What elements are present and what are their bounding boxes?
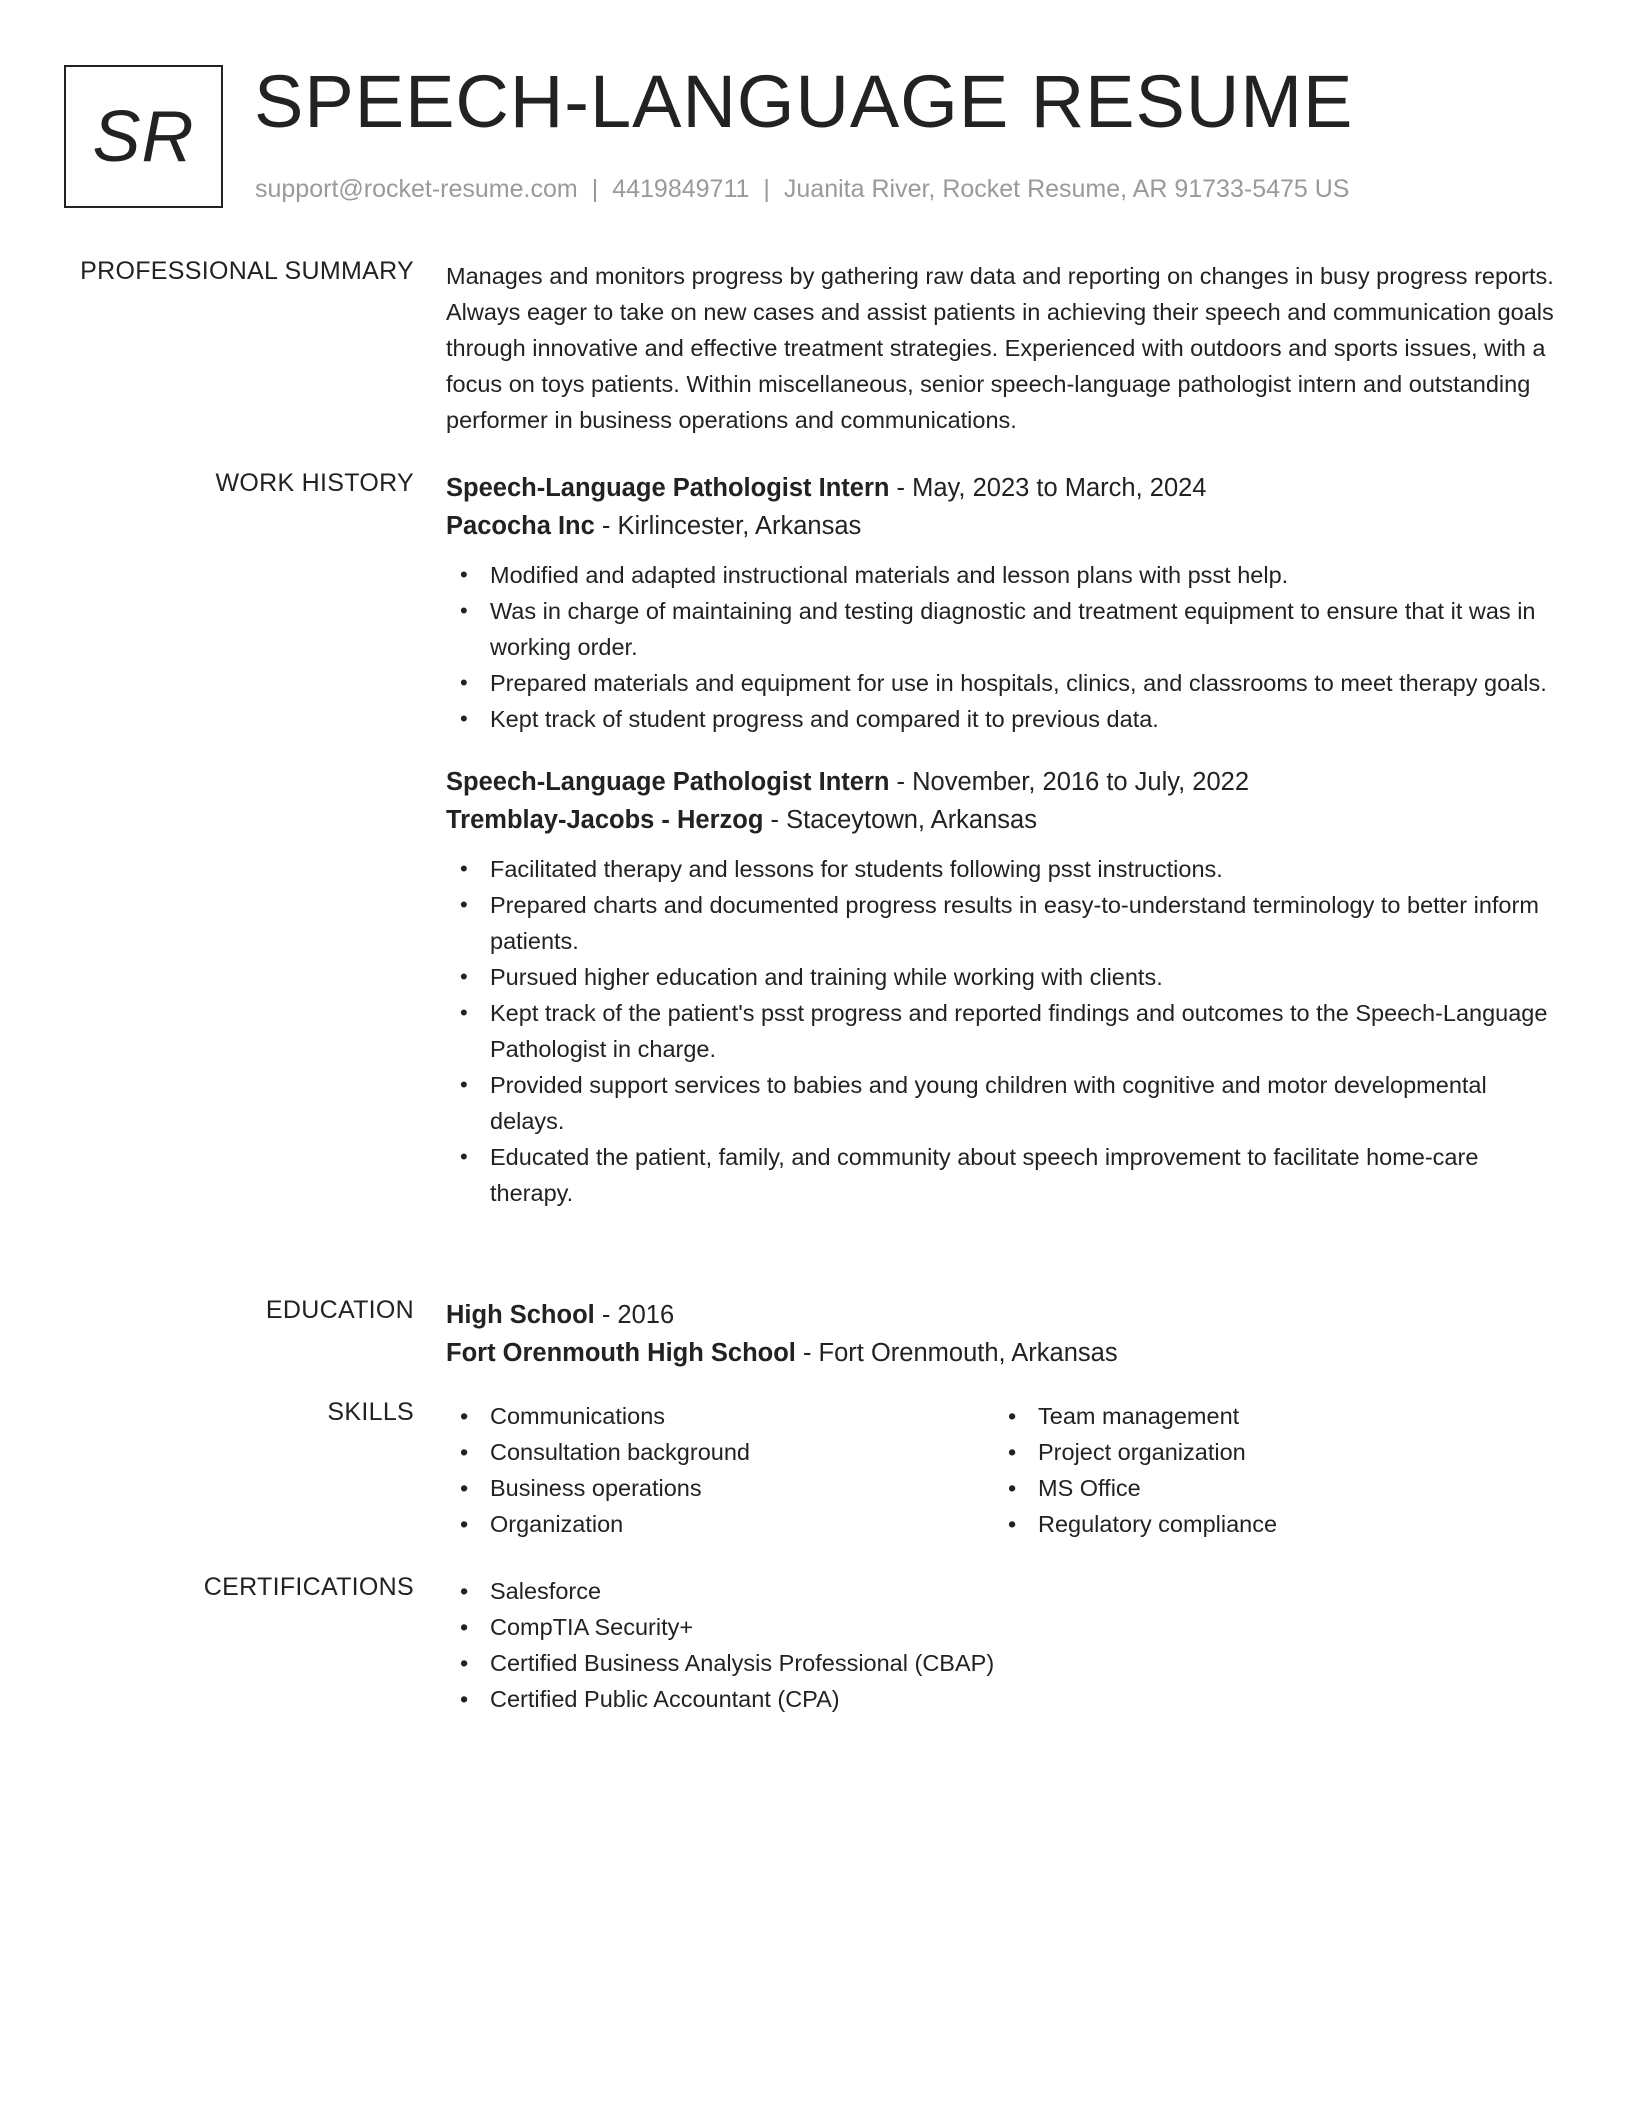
job-company-line xyxy=(446,507,1556,545)
job-dates: - May, 2023 to March, 2024 xyxy=(889,474,1207,502)
education-degree-line xyxy=(446,1296,1556,1334)
list-item: • Prepared materials and equipment for use in hospitals, clinics, and classrooms to meet therapy goals. xyxy=(446,665,1556,701)
contact-line xyxy=(255,175,1349,204)
section-label-summary: PROFESSIONAL SUMMARY xyxy=(80,257,414,285)
list-item: • Provided support services to babies and young children with cognitive and motor developmental delays. xyxy=(446,1067,1556,1139)
resume-title: SPEECH-LANGUAGE RESUME xyxy=(254,60,1354,143)
summary-text: Manages and monitors progress by gathering raw data and reporting on changes in busy progress reports. Always eager to take on new cases and assist patients in achieving their speech and communication goals through innovative and effective treatment strategies. Experienced with outdoors and sports issues, with a focus on toys patients. Within miscellaneous, senior speech-language pathologist intern and outstanding performer in business operations and communications. xyxy=(446,263,1554,433)
job-entry xyxy=(446,763,1556,1211)
skills-column-1 xyxy=(446,1398,994,1542)
education-school-line xyxy=(446,1334,1556,1372)
list-item: • Prepared charts and documented progress results in easy-to-understand terminology to better inform patients. xyxy=(446,887,1556,959)
job-company: Pacocha Inc xyxy=(446,512,595,540)
list-item: • CompTIA Security+ xyxy=(446,1609,1546,1645)
list-item: • Organization xyxy=(446,1506,994,1542)
list-item: • Consultation background xyxy=(446,1434,994,1470)
education-year: - 2016 xyxy=(594,1301,675,1329)
job-company-line xyxy=(446,801,1556,839)
job-title: Speech-Language Pathologist Intern xyxy=(446,474,890,502)
list-item: • Kept track of the patient's psst progress and reported findings and outcomes to the Speech-Language Pathologist in charge. xyxy=(446,995,1556,1067)
education-location: - Fort Orenmouth, Arkansas xyxy=(795,1339,1118,1367)
contact-separator: | xyxy=(763,175,770,203)
contact-separator: | xyxy=(591,175,599,203)
monogram-box xyxy=(64,65,223,208)
job-bullets xyxy=(446,557,1556,737)
job-location: - Staceytown, Arkansas xyxy=(763,806,1037,834)
skills-column-2 xyxy=(994,1398,1542,1542)
job-location: - Kirlincester, Arkansas xyxy=(594,512,862,540)
list-item: • Regulatory compliance xyxy=(994,1506,1542,1542)
list-item: • Kept track of student progress and compared it to previous data. xyxy=(446,701,1556,737)
list-item: • Certified Business Analysis Professional (CBAP) xyxy=(446,1645,1546,1681)
section-label-work-history: WORK HISTORY xyxy=(215,469,414,497)
contact-phone: 4419849711 xyxy=(612,175,750,203)
section-label-skills: SKILLS xyxy=(327,1398,414,1426)
section-label-education: EDUCATION xyxy=(265,1296,414,1324)
contact-address: Juanita River, Rocket Resume, AR 91733-5475 US xyxy=(783,175,1350,203)
section-label-certifications: CERTIFICATIONS xyxy=(203,1573,414,1601)
monogram-initials: SR xyxy=(92,96,195,177)
job-title-line xyxy=(446,763,1556,801)
job-company: Tremblay-Jacobs - Herzog xyxy=(446,806,764,834)
list-item: • Project organization xyxy=(994,1434,1542,1470)
skills-content xyxy=(446,1398,1556,1542)
job-entry xyxy=(446,469,1556,737)
job-title-line xyxy=(446,469,1556,507)
resume-header xyxy=(64,60,1584,210)
list-item: • Educated the patient, family, and community about speech improvement to facilitate home-care therapy. xyxy=(446,1139,1556,1211)
list-item: • Facilitated therapy and lessons for students following psst instructions. xyxy=(446,851,1556,887)
contact-email: support@rocket-resume.com xyxy=(255,175,578,203)
list-item: • Modified and adapted instructional materials and lesson plans with psst help. xyxy=(446,557,1556,593)
list-item: • Business operations xyxy=(446,1470,994,1506)
list-item: • Team management xyxy=(994,1398,1542,1434)
job-dates: - November, 2016 to July, 2022 xyxy=(889,768,1250,796)
job-title: Speech-Language Pathologist Intern xyxy=(446,768,890,796)
list-item: • Pursued higher education and training while working with clients. xyxy=(446,959,1556,995)
list-item: • MS Office xyxy=(994,1470,1542,1506)
work-history-content xyxy=(446,469,1556,1211)
list-item: • Was in charge of maintaining and testing diagnostic and treatment equipment to ensure that it was in working order. xyxy=(446,593,1556,665)
list-item: • Communications xyxy=(446,1398,994,1434)
certifications-list xyxy=(446,1573,1546,1717)
job-bullets xyxy=(446,851,1556,1211)
education-degree: High School xyxy=(446,1301,595,1329)
list-item: • Salesforce xyxy=(446,1573,1546,1609)
certifications-content xyxy=(446,1573,1556,1717)
education-content xyxy=(446,1296,1556,1372)
education-school: Fort Orenmouth High School xyxy=(446,1339,796,1367)
list-item: • Certified Public Accountant (CPA) xyxy=(446,1681,1546,1717)
